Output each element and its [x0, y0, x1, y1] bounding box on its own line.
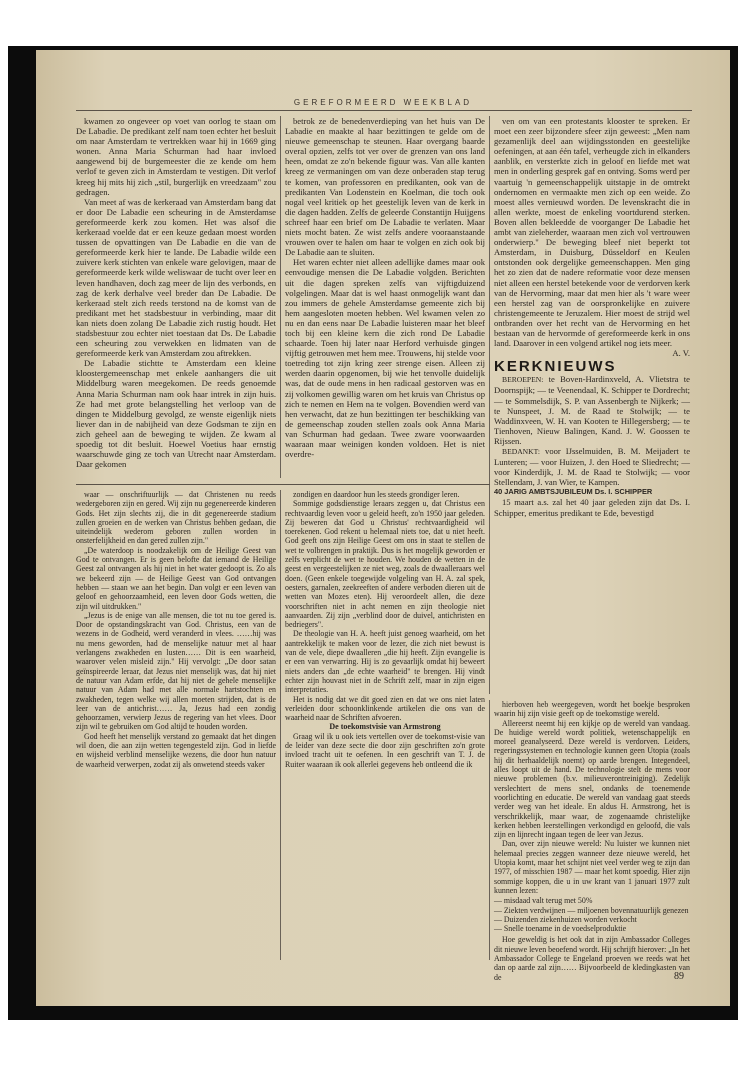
article-body [285, 490, 485, 722]
paragraph: Graag wil ik u ook iets vertellen over de toekomst-visie van de leider van deze secte die door zijn geschriften zo'n grote invloed tracht uit te oefenen. In een geschrift van T. J. de Ruiter waaraan ik ook allerlei gegevens heb ontleend die ik [285, 731, 485, 769]
paragraph: Het waren echter niet alleen adellijke dames maar ook eenvoudige mensen die De Labadie volgden. Berichten uit die dagen spreken zelfs van vijftigduizend volgelingen. Maar dat is wel haast onmogelijk want dan zou immers de gehele Amsterdamse gemeente zich bij hem aangesloten moeten hebben. Wel kwamen velen zo nu en dan eens naar De Labadie luisteren maar het bleef toch bij een kleine kern die zich rond De Labadie schaarde. Toen hij later naar Herford verhuisde gingen vijftig getrouwen met hem mee. Trouwens, hij stelde voor toetreding tot zijn kring zeer strenge eisen. Alleen zij werden daarin opgenomen, bij wie het tenvolle duidelijk was, dat de oude mens in hen radicaal gestorven was en zij volkomen gewillig waren om het kruis van Christus op zich te nemen en Hem na te volgen. Bovendien werd van hen verwacht, dat ze hun bezittingen ter beschikking van de gemeenschap zouden stellen zoals ook Anna Maria van Schurman had gedaan. Twee zware voorwaarden waaraan maar weinigen konden voldoen. Het is niet overdre- [285, 257, 485, 460]
paragraph: Van meet af was de kerkeraad van Amsterdam bang dat er door De Labadie een scheuring in de Amsterdamse gereformeerde kerk zou komen. Het was alsof die kerkeraad voelde dat er een keuze gedaan moest worden tussen de opvattingen van De Labadie en die van de gereformeerde kerk hier te lande. De Labadie wilde een zuivere kerk stichten van enkele ware gelovigen, maar de gereformeerde kerk wilde weliswaar de tucht over leer en leven handhaven, doch zag meer de lijn des verbonds, en zag de kerk derhalve veel breder dan De Labadie. De kerkeraad stelt zich reeds terstond na de komst van de predikant met het stadsbestuur in verbinding, maar dit kan niets doen zolang De Labadie zich rustig houdt. Het stadsbestuur zou echter niet toestaan dat Ds. De Labadie een scheuring zou verwekken en lidmaten van de gereformeerde kerk van Amsterdam zou aftrekken. [76, 196, 276, 359]
paragraph: betrok ze de benedenverdieping van het huis van De Labadie en maakte al haar bezittingen te gelde om de nieuwe gemeenschap te steunen. Haar overgang baarde overal opzien, zelfs tot ver over de grenzen van ons land heen, omdat ze zo'n bekende figuur was. Van alle kanten kreeg ze vermaningen om van deze onberaden stap terug te komen, van professoren en predikanten, ook van de predikanten Van Lodenstein en Koelman, die toch ook nogal veel kritiek op het geestelijk leven van de kerk in die dagen hadden. Zelfs de geleerde Constantijn Huijgens schreef haar een brief om De Labadie te verlaten. Maar niets mocht baten. Ze wist zelfs andere vooraanstaande vrouwen over te halen om haar te volgen en zich ook bij De Labadie aan te sluiten. [285, 116, 485, 258]
article-body [494, 935, 690, 981]
newspaper-page [36, 50, 730, 1006]
column-divider [280, 490, 281, 960]
paragraph: waar — onschriftuurlijk — dat Christenen nu reeds wedergeboren zijn en gered. Wij zijn nu gegenereerde kinderen Gods. Het zijn slechts zij, die in dit gegenereerde stadium zullen groeien en de werken van Christus behben gedaan, die uiteindelijk wederom geboren zullen worden in onsterfelijkheid en dan gered zullen zijn." [76, 490, 276, 546]
section-rule [76, 484, 490, 485]
beroepen-text: te Boven-Hardinxveld, A. Vlietstra te Doornspijk; — te Veenendaal, K. Schipper te Dordrecht; — te Sommelsdijk, S. P. van Assenbergh te Nijkerk; — te Nunspeet, J. M. de Raad te Stolwijk; — te Waddinxveen, W. H. van Kooten te Hillegersberg; — te Tienhoven, Nieuw Balingen, Kand. J. W. Goossen te Rijssen. [494, 374, 691, 446]
article-column-3 [494, 116, 690, 696]
article-column-4 [76, 490, 276, 962]
article-column-2 [285, 116, 485, 478]
kerknieuws-heading: KERKNIEUWS [494, 358, 617, 376]
headline-list [494, 896, 690, 933]
paragraph: „Jezus is de enige van alle mensen, die tot nu toe gered is. Door de opstandingskracht van God. Christus, een van de wezens in de Godheid, werd veranderd in vlees. ……hij was nu mens geworden, had de menselijke natuur met al haar verlangens zwakheden en lusten…… Dit is een waarheid, waarover velen misleid zijn." Hij vervolgt: „De door satan geïnspireerde leraar, dat Jezus niet menselijk was, dat hij niet de natuur van Adam erfde, dat hij niet de gehele menselijke natuur van Adam had met alle normale hartstochten en zwakheden, tegen welke wij allen moeten strijden, dat is de leer van de antichrist…… Ja, Jezus had een zondig gehoorzamen, verwierp Jezus de regering van het vlees. Door zijn wil te gebruiken om God altijd te houden worden. [76, 610, 276, 732]
article-column-1 [76, 116, 276, 478]
paragraph: kwamen zo ongeveer op voet van oorlog te staan om De Labadie. De predikant zelf nam toen echter het besluit om naar Amsterdam te vertrekken waar hij in 1669 ging wonen. Anna Maria Schurman had haar invloed aangewend bij de burgemeester die ze kende om hem verlof te geven zich in Amsterdam te vestigen. Dit verlof kreeg hij mits hij zich „stil, burgerlijk en vreedzaam" zou gedragen. [76, 116, 276, 197]
page-number: 89 [674, 971, 684, 982]
beroepen-label: BEROEPEN: [502, 375, 544, 385]
paragraph: De Labadie stichtte te Amsterdam een kleine kloostergemeenschap met enkele aanhangers die uit Middelburg waren meegekomen. De reeds genoemde Anna Maria Schurman nam ook haar intrek in zijn huis. Ze had met grote belangstelling het verloop van de dingen te Middelburg gevolgd, ze wenste eigenlijk niets liever dan in de nabijheid van deze Godsman te zijn en zich geheel aan de beweging te wijden. Ze kwam al spoedig tot dit besluit. Hoewel Voetius haar ernstig waarschuwde ging ze toch van Utrecht naar Amsterdam. Daar gekomen [76, 358, 276, 470]
paragraph: zondigen en daardoor hun les steeds grondiger leren. [293, 490, 460, 499]
list-item: — Snelle toename in de voedselproduktie [494, 924, 627, 934]
column-divider [489, 116, 490, 694]
paragraph: hierboven heb weergegeven, wordt het boekje besproken waarin hij zijn visie geeft op de toekomstige wereld. [494, 700, 690, 719]
bedankt-label: BEDANKT: [502, 447, 541, 456]
paragraph: Het is nodig dat we dit goed zien en dat we ons niet laten verleiden door schoonklinkende artikelen die ons van de waarheid naar de Schriften afvoeren. [285, 694, 485, 723]
article-body [285, 732, 485, 769]
jubileum-text: 15 maart a.s. zal het 40 jaar geleden zijn dat Ds. I. Schipper, emeritus predikant te Ede, bevestigd [494, 497, 690, 518]
running-head: GEREFORMEERD WEEKBLAD [293, 98, 473, 107]
article-body [494, 700, 690, 895]
paragraph: Hoe geweldig is het ook dat in zijn Ambassador Colleges dit nieuwe leven beoefend wordt. Hij schrijft hierover: „In het Ambassador College te Engeland proeven we reeds wat het dan op aarde zal zijn…… Bijvoorbeeld de kledingkasten van de [494, 935, 690, 982]
column-divider [489, 700, 490, 960]
paragraph: „De waterdoop is noodzakelijk om de Heilige Geest van God te ontvangen. Er is geen belofte dat iemand de Heilige Geest zal ontvangen als hij niet in het water gedoopt is. Zo als we bekeerd zijn — de Heilige Geest van God ontvangen hebben — staan we aan het begin. Dan volgt er een leven van geloof en gehoorzaamheid, een leven door Gods wetten, die zijn wil uitdrukken." [76, 545, 276, 611]
paragraph: ven om van een protestants klooster te spreken. Er moet een zeer bijzondere sfeer zijn geweest: „Men nam gezamenlijk deel aan wijdingsstonden en geestelijke oefeningen, at aan één tafel, verheugde zich in elkanders aanblik, en versterkte zich in geloof en liefde met wat men in onderling gesprek gaf en ontving. Soms werd per vaartuig 'n gemeenschappelijk uitstapje in de omtrekt ondernomen en vermaakte men zich op een weide. Zo moest alles vernieuwd worden. De levenskracht die in allen werkte, moest de enkeling voortdurend sterken. Boven allen bekleedde de voorganger De Labadie het ambt van zieleherder, waaraan men zich vol vertrouwen onderwierp." De beweging bleef niet beperkt tot Amsterdam, in Duisburg, Düsseldorf en Keulen ontstonden ook dergelijke gemeenschappen. Men ging het zo zien dat de nadere reformatie voor deze mensen niet alleen een herstel betekende voor de verdorven kerk van de Hervorming, maar dat men hier als 't ware weer een herstel zag van de oorspronkelijke en zuivere christengemeente te Jeruzalem. Hier moest de strijd wel ontbranden over het recht van de Hervorming en het bestaan van de hervormde of gereformeerde kerk in ons land. Daarover in een volgend artikel nog iets meer. [494, 116, 690, 349]
paragraph: God heeft het menselijk verstand zo gemaakt dat het dingen wil doen, die aan zijn wetten tegengesteld zijn. God in liefde en wijsheid verblind menselijke wezens, die door hun natuur de waarheid verwerpen, zodat zij als onwetend steeds vaker [76, 731, 276, 769]
column-divider [280, 116, 281, 478]
paragraph: Allereerst neemt hij een kijkje op de wereld van vandaag. De huidige wereld wordt politiek, wetenschappelijk en moreel geanalyseerd. Deze wereld is verdorven. Leiders, regeringssystemen en technologie kunnen geen Utopia (zoals hij dit herhaaldelijk noemt) op aarde brengen. Integendeel, alles loopt uit de hand. De technologie stelt de mens voor nieuwe problemen (b.v. milieuverontreiniging). Zedelijk verslechtert de mens snel, ondanks de toenemende voorlichting en educatie. De wereld van vandaag gaat steeds verder weg van het ideale. En aldus H. Armstrong, het is verschrikkelijk, maar waar, de zogenaamde christelijke kerken hebben leerstellingen verkondigd en geloofd, die vals zijn en lijnrecht ingaan tegen de leer van Jezus. [494, 718, 690, 840]
list-item: — Ziekten verdwijnen — miljoenen bovennatuurlijk genezen [494, 905, 689, 915]
bedankt-text: voor IJsselmuiden, B. M. Meijadert te Lunteren; — voor Huizen, J. den Hoed te Sliedrecht; — voor Kinderdijk, J. M. de Raad te Stolwijk; — voor Stellendam, J. van Wier, te Kampen. [494, 446, 691, 488]
author-signoff: A. V. [672, 348, 690, 359]
bedankt-notice [494, 446, 690, 487]
list-item: — Duizenden ziekenhuizen worden verkocht [494, 914, 637, 924]
article-column-5 [285, 490, 485, 962]
jubileum-heading: 40 JARIG AMBTSJUBILEUM Ds. I. SCHIPPER [494, 487, 653, 497]
paragraph: Sommige godsdienstige leraars zeggen u, dat Christus een rechtvaardig leven voor u geleid heeft, zo'n 1950 jaar geleden. Zij beweren dat God u Christus' rechtvaardigheid wil toerekenen. God rekent u helemaal niets toe, dat u niet heeft. God geeft ons zijn Heilige Geest om ons in staat te stellen de wet te volbrengen in praktijk. Dus is het mogelijk geworden er zelfs verplicht de wet te houden. We houden de wetten in de geest en vergeestelijken ze niet weg, zoals de dwaalleraars wel doen. (Geen enkele toegewijde volgeling van H. A. zal spek, oesters, garnalen, zeekreeften of andere verboden dieren uit de wetten van Mozes eten). Hij veroordeelt allen, die deze voorschriften niet in acht nemen en zijn theologie niet aanvaarden. Zij zijn „verblind door de duivel, antichristen en bedriegers". [285, 499, 485, 630]
article-continuation [494, 116, 690, 348]
paragraph: Dan, over zijn nieuwe wereld: Nu luister we kunnen niet helemaal precies zeggen wanneer deze nieuwe wereld, het Utopia komt, maar het schijnt niet veel verder weg te zijn dan 1977, of misschien 1987 — maar het komt spoedig. Hier zijn sommige koppen, die u in uw krant van 1 januari 1977 zult kunnen lezen: [494, 839, 690, 895]
list-item: — misdaad valt terug met 50% [494, 896, 593, 906]
section-subheading: De toekomstvisie van Armstrong [329, 722, 441, 732]
header-rule [76, 110, 692, 111]
beroepen-notice [494, 374, 690, 446]
paragraph: De theologie van H. A. heeft juist genoeg waarheid, om het aantrekkelijk te maken voor de lezer, die zich niet bewust is van de vele, diepe dwaalleren „die hij heeft. Zijn evangelie is er een van verwarring. Hij is zo gevaarlijk omdat hij beweert niets anders dan „de echte waarheid" te brengen. Hij vindt echter zijn houvast niet in de Schrift zelf, maar in zijn eigen interpretaties. [285, 629, 485, 695]
